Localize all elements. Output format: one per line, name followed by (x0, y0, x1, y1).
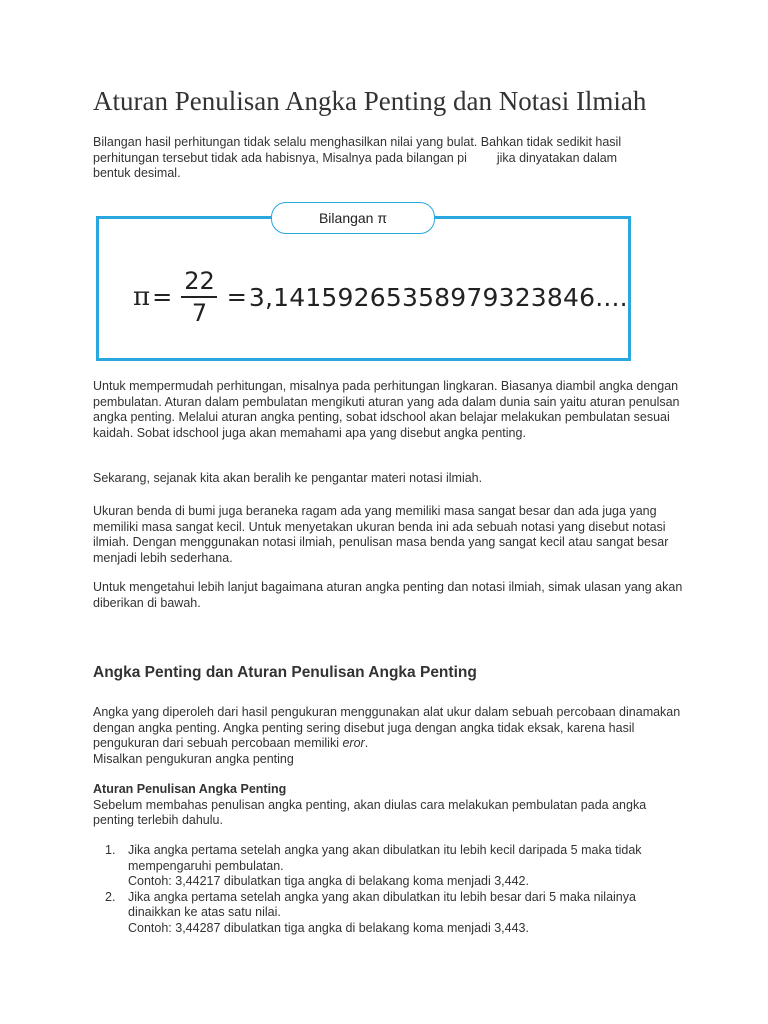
intro-line-3: bentuk desimal. (93, 166, 181, 180)
section-text-emphasis: eror (342, 736, 365, 750)
equals-sign: = (152, 283, 173, 311)
paragraph-closing (93, 580, 683, 611)
pi-decimal-value: 3,14159265358979323846.... (248, 282, 628, 312)
rounding-rules-list (93, 843, 683, 936)
section-paragraph (93, 705, 683, 767)
section-heading: Angka Penting dan Aturan Penulisan Angka Penting (93, 664, 477, 681)
list-item-number: 2. (105, 889, 116, 904)
pi-symbol: π (133, 282, 151, 312)
paragraph-transition (93, 471, 683, 487)
list-item-example: Contoh: 3,44217 dibulatkan tiga angka di belakang koma menjadi 3,442. (128, 874, 529, 888)
intro-line-2-text: perhitungan tersebut tidak ada habisnya, Misalnya pada bilangan pi (93, 150, 467, 165)
list-item-text: Jika angka pertama setelah angka yang akan dibulatkan itu lebih besar dari 5 maka nilainya dinaikkan ke atas satu nilai. (128, 889, 636, 919)
list-item-number: 1. (105, 843, 116, 857)
intro-paragraph (93, 135, 683, 182)
fraction-numerator: 22 (184, 267, 215, 295)
intro-line-2-tail: jika dinyatakan dalam (496, 150, 618, 165)
list-item (93, 890, 683, 937)
section-paragraph-text (93, 705, 683, 752)
section-paragraph-line2: Misalkan pengukuran angka penting (93, 751, 294, 766)
paragraph-text: Ukuran benda di bumi juga beraneka ragam ada yang memiliki masa sangat besar dan ada juga yang memiliki masa sangat kecil. Untuk menyetakan ukuran benda ini ada sebuah notasi yang disebut notasi ilmiah. Dengan menggunakan notasi ilmiah, penulisan masa benda yang sangat kecil atau sangat besar menjadi lebih sederhana. (93, 504, 669, 565)
paragraph-rounding (93, 379, 683, 441)
subsection-heading: Aturan Penulisan Angka Penting (93, 782, 287, 796)
section-text-end: . (364, 736, 369, 750)
list-item (93, 843, 683, 890)
list-item-example: Contoh: 3,44287 dibulatkan tiga angka di belakang koma menjadi 3,443. (128, 920, 529, 935)
intro-line-2 (93, 151, 683, 167)
paragraph-scientific-notation (93, 504, 683, 566)
paragraph-text: Untuk mengetahui lebih lanjut bagaimana aturan angka penting dan notasi ilmiah, simak ulasan yang akan diberikan di bawah. (93, 580, 683, 610)
subsection-paragraph: Sebelum membahas penulisan angka penting, akan diulas cara melakukan pembulatan pada angka penting terlebih dahulu. (93, 797, 647, 827)
list-item-text: Jika angka pertama setelah angka yang akan dibulatkan itu lebih kecil daripada 5 maka tidak mempengaruhi pembulatan. (128, 843, 642, 873)
fraction-denominator: 7 (191, 299, 208, 327)
page-title: Aturan Penulisan Angka Penting dan Notasi Ilmiah (93, 86, 647, 116)
intro-line-1: Bilangan hasil perhitungan tidak selalu menghasilkan nilai yang bulat. Bahkan tidak sedikit hasil (93, 135, 622, 149)
section-text-start: Angka yang diperoleh dari hasil pengukuran menggunakan alat ukur dalam sebuah percobaan dinamakan dengan angka penting. Angka penting sering disebut juga dengan angka tidak eksak, karena hasil pengukuran dari sebuah percobaan memiliki (93, 705, 681, 750)
subsection (93, 782, 683, 829)
pi-equation (133, 262, 628, 332)
pi-figure-label: Bilangan π (271, 202, 435, 234)
equals-sign-2: = (226, 283, 247, 311)
paragraph-text: Untuk mempermudah perhitungan, misalnya pada perhitungan lingkaran. Biasanya diambil angka dengan pembulatan. Aturan dalam pembulatan mengikuti aturan yang ada dalam dunia sain yaitu aturan penulsan angka penting. Melalui aturan angka penting, sobat idschool akan belajar melakukan pembulatan sesuai kaidah. Sobat idschool juga akan memahami apa yang disebut angka penting. (93, 379, 680, 440)
paragraph-text: Sekarang, sejanak kita akan beralih ke pengantar materi notasi ilmiah. (93, 471, 483, 485)
pi-fraction (180, 266, 219, 328)
